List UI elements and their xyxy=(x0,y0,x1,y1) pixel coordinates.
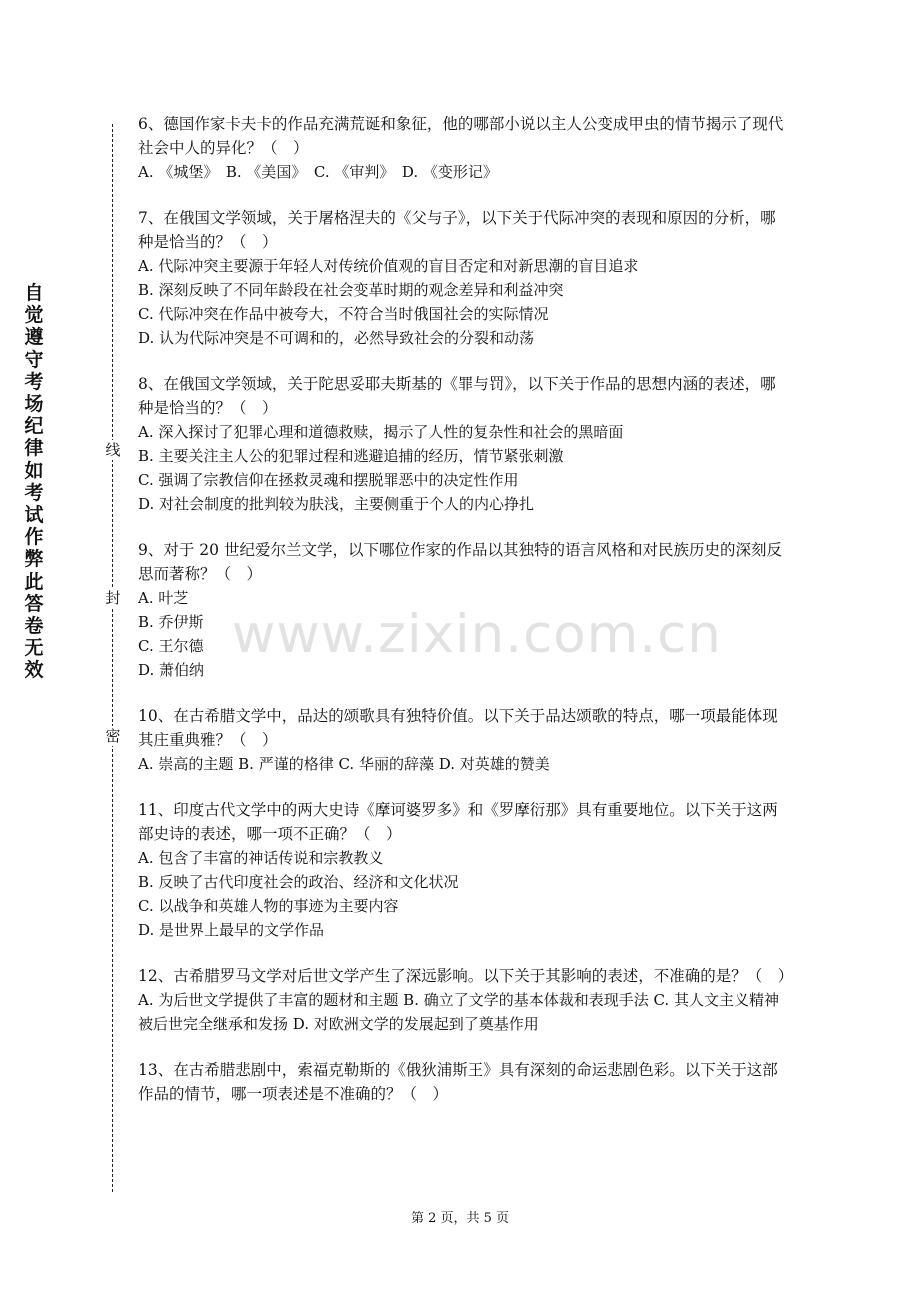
question-9 xyxy=(138,538,788,682)
question-10 xyxy=(138,704,788,776)
option-c: C. 以战争和英雄人物的事迹为主要内容 xyxy=(138,897,399,915)
option-b: B. 反映了古代印度社会的政治、经济和文化状况 xyxy=(138,873,459,891)
binding-label-secret: 密 xyxy=(105,727,121,745)
question-11 xyxy=(138,798,788,942)
question-13 xyxy=(138,1058,788,1106)
question-stem: 8、在俄国文学领域，关于陀思妥耶夫斯基的《罪与罚》，以下关于作品的思想内涵的表述，哪种是恰当的？（ ） xyxy=(138,375,776,417)
binding-label-seal: 封 xyxy=(105,589,121,607)
question-stem: 9、对于 20 世纪爱尔兰文学，以下哪位作家的作品以其独特的语言风格和对民族历史的深刻反思而著称？（ ） xyxy=(138,541,782,583)
option-c: C. 代际冲突在作品中被夸大，不符合当时俄国社会的实际情况 xyxy=(138,305,549,323)
option-a: A. 叶芝 xyxy=(138,589,189,607)
option-d: D. 认为代际冲突是不可调和的，必然导致社会的分裂和动荡 xyxy=(138,329,535,347)
question-stem: 13、在古希腊悲剧中，索福克勒斯的《俄狄浦斯王》具有深刻的命运悲剧色彩。以下关于这部作品的情节，哪一项表述是不准确的？（ ） xyxy=(138,1061,778,1103)
question-stem: 10、在古希腊文学中，品达的颂歌具有独特价值。以下关于品达颂歌的特点，哪一项最能体现其庄重典雅？（ ） xyxy=(138,707,778,749)
option-a: A. 代际冲突主要源于年轻人对传统价值观的盲目否定和对新思潮的盲目追求 xyxy=(138,257,639,275)
binding-label-line: 线 xyxy=(105,441,121,459)
option-b: B. 深刻反映了不同年龄段在社会变革时期的观念差异和利益冲突 xyxy=(138,281,564,299)
question-8 xyxy=(138,372,788,516)
option-d: D. 是世界上最早的文学作品 xyxy=(138,921,325,939)
option-b: B. 乔伊斯 xyxy=(138,613,204,631)
option-a: A. 包含了丰富的神话传说和宗教教义 xyxy=(138,849,384,867)
question-stem: 7、在俄国文学领域，关于屠格涅夫的《父与子》，以下关于代际冲突的表现和原因的分析，哪种是恰当的？（ ） xyxy=(138,209,776,251)
option-d: D. 对社会制度的批判较为肤浅，主要侧重于个人的内心挣扎 xyxy=(138,495,535,513)
option-a: A. 深入探讨了犯罪心理和道德救赎，揭示了人性的复杂性和社会的黑暗面 xyxy=(138,423,624,441)
question-options: A. 为后世文学提供了丰富的题材和主题 B. 确立了文学的基本体裁和表现手法 C. 其人文主义精神被后世完全继承和发扬 D. 对欧洲文学的发展起到了奠基作用 xyxy=(138,991,779,1033)
watermark: www.zixin.com.cn xyxy=(232,604,722,665)
question-list xyxy=(138,112,794,1128)
page-number: 第 2 页，共 5 页 xyxy=(410,1211,510,1226)
question-6 xyxy=(138,112,788,184)
option-d: D. 萧伯纳 xyxy=(138,661,205,679)
question-stem: 11、印度古代文学中的两大史诗《摩诃婆罗多》和《罗摩衍那》具有重要地位。以下关于这两部史诗的表述，哪一项不正确？（ ） xyxy=(138,801,778,843)
option-b: B. 主要关注主人公的犯罪过程和逃避追捕的经历，情节紧张刺激 xyxy=(138,447,564,465)
option-c: C. 强调了宗教信仰在拯救灵魂和摆脱罪恶中的决定性作用 xyxy=(138,471,519,489)
binding-dashed-line xyxy=(112,124,113,1192)
question-stem: 12、古希腊罗马文学对后世文学产生了深远影响。以下关于其影响的表述，不准确的是？（ ） xyxy=(138,967,794,985)
question-7 xyxy=(138,206,788,350)
question-12 xyxy=(138,964,794,1036)
question-stem: 6、德国作家卡夫卡的作品充满荒诞和象征，他的哪部小说以主人公变成甲虫的情节揭示了现代社会中人的异化？（ ） xyxy=(138,115,784,157)
question-options: A. 《城堡》 B. 《美国》 C. 《审判》 D. 《变形记》 xyxy=(138,163,498,181)
option-c: C. 王尔德 xyxy=(138,637,204,655)
question-options: A. 崇高的主题 B. 严谨的格律 C. 华丽的辞藻 D. 对英雄的赞美 xyxy=(138,755,550,773)
exam-discipline-notice: 自觉遵守考场纪律如考试作弊此答卷无效 xyxy=(24,282,44,682)
